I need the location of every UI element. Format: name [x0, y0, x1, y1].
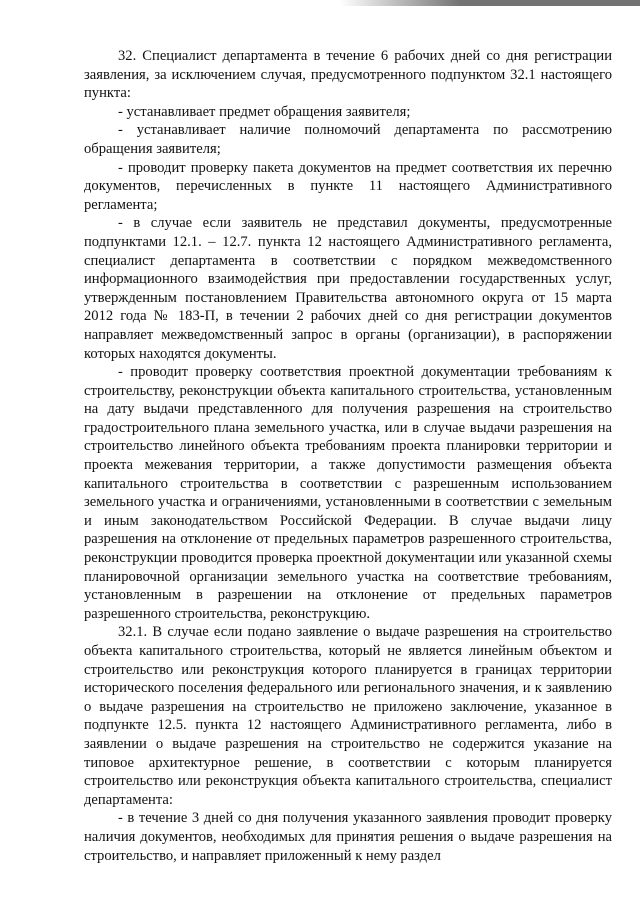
list-item-3-days-check: - в течение 3 дней со дня получения указанного заявления проводит проверку наличия документов, необходимых для принятия решения о выдаче разрешения на строительство, и направляет приложенный к нему раздел	[84, 810, 612, 864]
list-item-subject: - устанавливает предмет обращения заявителя;	[118, 103, 411, 120]
list-item-package-check: - проводит проверку пакета документов на предмет соответствия их перечню документов, перечисленных в пункте 11 настоящего Административного регламента;	[84, 159, 612, 213]
paragraph-32: 32. Специалист департамента в течение 6 рабочих дней со дня регистрации заявления, за исключением случая, предусмотренного подпунктом 32.1 настоящего пункта:	[84, 48, 612, 102]
list-item-interagency-request: - в случае если заявитель не представил документы, предусмотренные подпунктами 12.1. – 12.7. пункта 12 настоящего Административного регламента, специалист департамента в соответствии с порядком межведомственного информационного взаимодействия при предоставлении государственных услуг, утвержденным постановлением Правительства автономного округа от 15 марта 2012 года № 183-П, в течении 2 рабочих дней со дня регистрации документов направляет межведомственный запрос в органы (организации), в распоряжении которых находятся документы.	[84, 215, 612, 362]
list-item-project-check: - проводит проверку соответствия проектной документации требованиям к строительству, реконструкции объекта капитального строительства, установленным на дату выдачи представленного для получения разрешения на строительство градостроительного плана земельного участка, или в случае выдачи разрешения на строительство линейного объекта требованиям проекта планировки территории и проекта межевания территории, а также допустимости размещения объекта капитального строительства в соответствии с разрешенным использованием земельного участка и ограничениями, установленными в соответствии с земельным и иным законодательством Российской Федерации. В случае выдачи лицу разрешения на отклонение от предельных параметров разрешенного строительства, реконструкции проводится проверка проектной документации или указанной схемы планировочной организации земельного участка на соответствие требованиям, установленным в разрешении на отклонение от предельных параметров разрешенного строительства, реконструкцию.	[84, 364, 612, 622]
scan-edge-mark	[340, 0, 640, 6]
list-item-authority: - устанавливает наличие полномочий департамента по рассмотрению обращения заявителя;	[84, 122, 612, 157]
paragraph-32-1: 32.1. В случае если подано заявление о выдаче разрешения на строительство объекта капитального строительства, который не является линейным объектом и строительство или реконструкция которого планируется в границах территории исторического поселения федерального или регионального значения, и к заявлению о выдаче разрешения на строительство не приложено заключение, указанное в подпункте 12.5. пункта 12 настоящего Административного регламента, либо в заявлении о выдаче разрешения на строительство не содержится указание на типовое архитектурное решение, в соответствии с которым планируется строительство или реконструкция объекта капитального строительства, специалист департамента:	[84, 624, 612, 808]
document-body	[84, 47, 612, 865]
